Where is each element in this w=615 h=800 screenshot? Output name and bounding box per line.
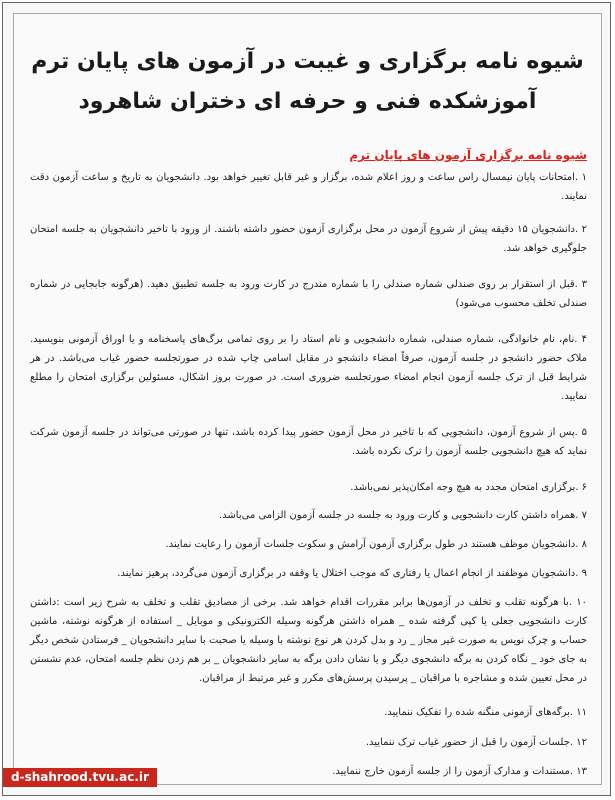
rule-item: ۱ .امتحانات پایان نیمسال راس ساعت و روز اعلام شده، برگزار و غیر قابل تغییر خواهد بود. دانشجویان به تاریخ و ساعت آزمون دقت نمایند. [30, 172, 587, 202]
rule-item: ۲ .دانشجویان ۱۵ دقیقه پیش از شروع آزمون در محل برگزاری آزمون حضور داشته باشند. از ورود با تاخیر دانشجویان به جلسه امتحان جلوگیری خواهد شد. [30, 224, 587, 254]
rule-item: ۹ .دانشجویان موظفند از انجام اعمال یا رفتاری که موجب اختلال یا وقفه در برگزاری آزمون می‌گردد، پرهیز نمایند. [117, 568, 587, 579]
rule-item: ۸ .دانشجویان موظف هستند در طول برگزاری آزمون آرامش و سکوت جلسات آزمون را رعایت نمایند. [165, 539, 587, 550]
rule-item: ۱۰ .با هرگونه تقلب و تخلف در آزمون‌ها برابر مقررات اقدام خواهد شد. برخی از مصادیق تقلب و تخلف به شرح زیر است :داشتن کارت دانشجویی جعلی یا کپی گرفته شده _ همراه داشتن هرگونه وسیله الکترونیکی و موبایل _ استفاده از هرگونه نوشته، ماشین حساب و چرک نویس به صورت غیر مجاز _ رد و بدل کردن هر نوع نوشته با وسیله یا صحبت با سایر دانشجویان _ فرستادن شخص دیگر به جای خود _ نگاه کردن به برگه دانشجوی دیگر و یا نشان دادن برگه به سایر دانشجویان _ بر هم زدن نظم جلسه امتحان، عدم نشستن در محل تعیین شده و مشاجره با مراقبان _ پرسیدن پرسش‌های مکرر و غیر مرتبط از مراقبان. [30, 597, 587, 684]
rule-item: ۴ .نام، نام خانوادگی، شماره صندلی، شماره دانشجویی و نام استاد را بر روی تمامی برگ‌های پاسخنامه و یا اوراق آزمونی بنویسید. ملاک حضور دانشجو در جلسه آزمون، صرفاً امضاء دانشجو در مقابل اسامی چاپ شده در صورتجلسه حضور غیاب می‌باشد. در هر شرایط قبل از ترک جلسه آزمون انجام امضاء صورتجلسه ضروری است. در صورت بروز اشکال، مسئولین برگزاری امتحان را مطلع نمایید. [30, 334, 587, 402]
rules-list [30, 168, 587, 781]
rule-item: ۳ .قبل از استقرار بر روی صندلی شماره صندلی را با شماره مندرج در کارت ورود به جلسه تطبیق دهید. (هرگونه جابجایی در شماره صندلی تخلف محسوب می‌شود) [30, 279, 587, 309]
rule-item: ۷ .همراه داشتن کارت دانشجویی و کارت ورود به جلسه در جلسه آزمون الزامی می‌باشد. [218, 510, 587, 521]
document-title-line-1: شیوه نامه برگزاری و غیبت در آزمون های پایان ترم [31, 49, 584, 74]
rule-item: ۱۱ .برگه‌های آزمونی منگنه شده را تفکیک ننمایید. [384, 707, 587, 718]
section-heading: شیوه نامه برگزاری آزمون های پایان ترم [349, 148, 587, 162]
document-title-line-2: آموزشکده فنی و حرفه ای دختران شاهرود [78, 89, 537, 114]
page-frame [2, 2, 611, 796]
rule-item: ۶ .برگزاری امتحان مجدد به هیچ وجه امکان‌پذیر نمی‌باشد. [350, 482, 587, 493]
rule-item: ۵ .پس از شروع آزمون، دانشجویی که با تاخیر در محل آزمون حضور پیدا کرده باشد، تنها در صورتی می‌تواند در جلسه آزمون شرکت نماید که هیچ دانشجویی جلسه آزمون را ترک نکرده باشد. [30, 427, 587, 457]
document-body [13, 13, 602, 785]
rule-item: ۱۲ .جلسات آزمون را قبل از حضور غیاب ترک ننمایید. [365, 737, 587, 748]
site-url-badge[interactable]: d-shahrood.tvu.ac.ir [3, 768, 157, 787]
rule-item: ۱۳ .مستندات و مدارک آزمون را از جلسه آزمون خارج ننمایید. [332, 766, 587, 777]
